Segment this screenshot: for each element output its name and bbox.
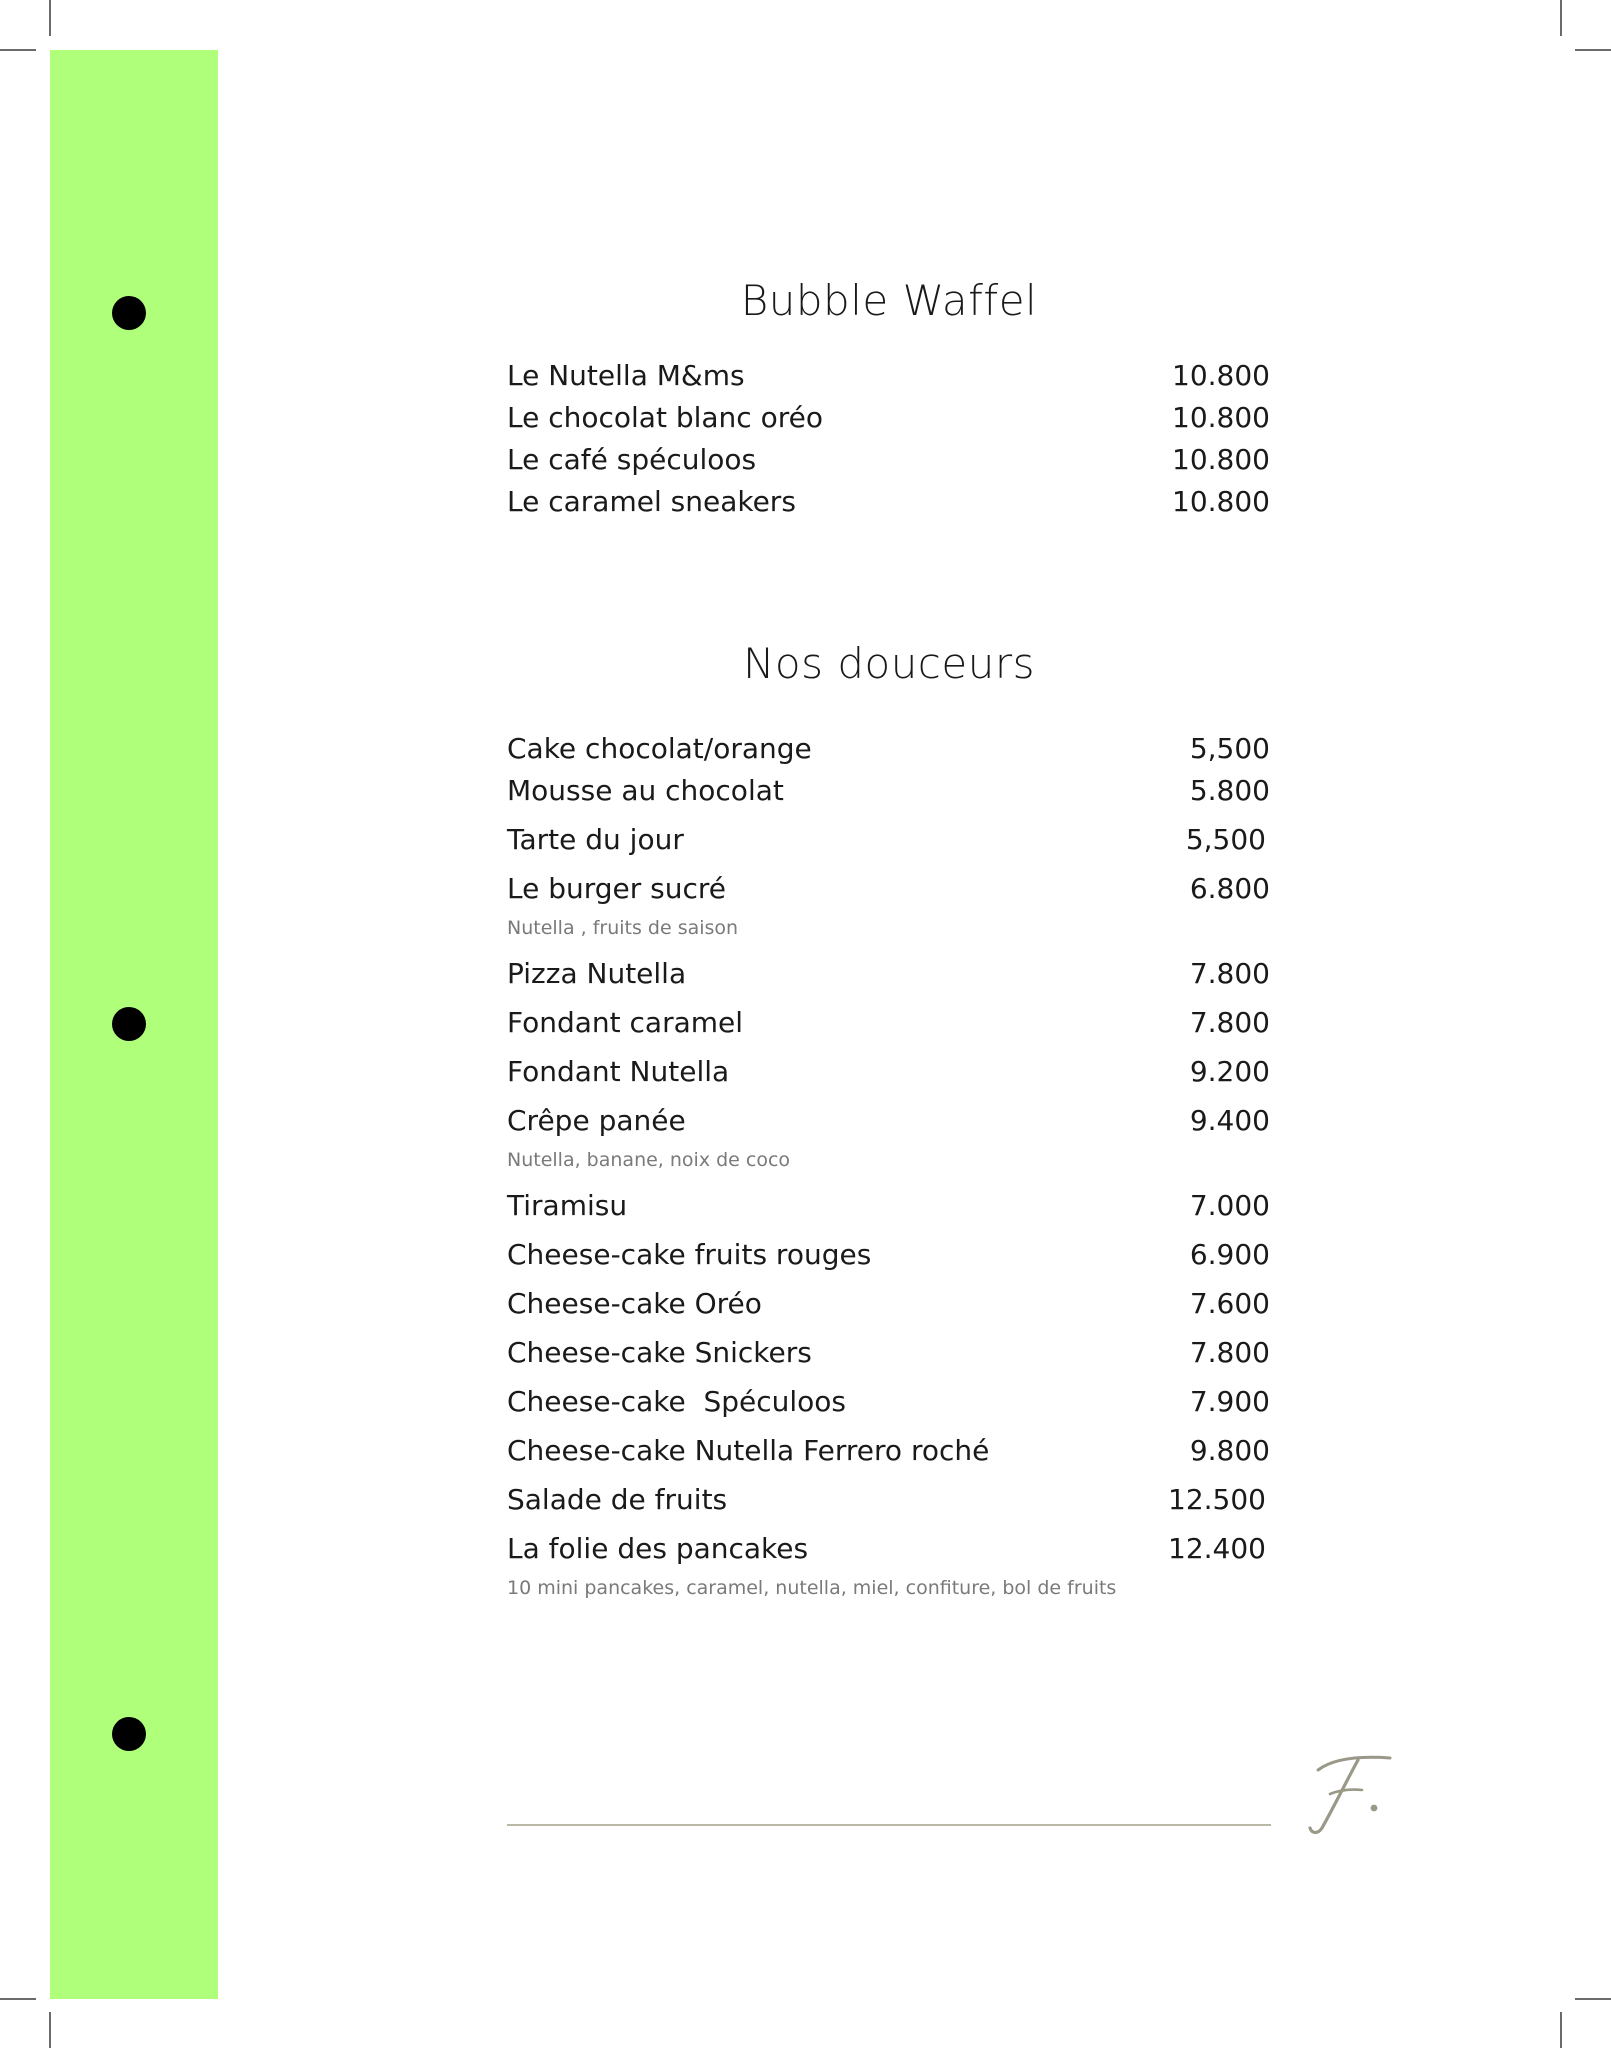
crop-mark (1575, 49, 1611, 51)
item-price: 12.400 (1168, 1532, 1266, 1565)
menu-item (507, 871, 1270, 907)
item-price: 7.600 (1189, 1287, 1270, 1320)
menu-item (507, 484, 1270, 520)
item-description: 10 mini pancakes, caramel, nutella, miel, confiture, bol de fruits (507, 1577, 1117, 1599)
item-name: Fondant Nutella (507, 1055, 730, 1088)
item-price: 9.400 (1189, 1104, 1270, 1137)
item-name: Mousse au chocolat (507, 774, 784, 807)
item-name: Cheese-cake Nutella Ferrero roché (507, 1434, 990, 1467)
script-f-monogram-icon (1300, 1748, 1400, 1838)
menu-item (507, 358, 1270, 394)
item-price: 6.800 (1189, 872, 1270, 905)
item-price: 5,500 (1185, 823, 1266, 856)
menu-item (507, 1433, 1270, 1469)
item-name: Le caramel sneakers (507, 485, 796, 518)
menu-item (507, 400, 1270, 436)
binder-hole (112, 296, 146, 330)
item-price: 7.800 (1189, 1336, 1270, 1369)
item-price: 7.900 (1189, 1385, 1270, 1418)
menu-item (507, 442, 1270, 478)
crop-mark (1575, 1998, 1611, 2000)
item-name: Tiramisu (507, 1189, 628, 1222)
menu-item (507, 1103, 1270, 1139)
item-name: Crêpe panée (507, 1104, 686, 1137)
item-name: Le Nutella M&ms (507, 359, 745, 392)
item-price: 10.800 (1172, 485, 1270, 518)
menu-item (507, 1188, 1270, 1224)
section-title-nos-douceurs: Nos douceurs (742, 639, 1036, 688)
crop-mark (0, 49, 36, 51)
item-price: 6.900 (1189, 1238, 1270, 1271)
menu-item (507, 1286, 1270, 1322)
menu-item (507, 1531, 1270, 1567)
menu-item (507, 1054, 1270, 1090)
item-name: Le chocolat blanc oréo (507, 401, 823, 434)
item-price: 10.800 (1172, 359, 1270, 392)
item-name: La folie des pancakes (507, 1532, 809, 1565)
item-name: Cheese-cake Oréo (507, 1287, 762, 1320)
item-name: Tarte du jour (507, 823, 684, 856)
footer-rule (507, 1824, 1271, 1826)
binder-hole (112, 1717, 146, 1751)
item-name: Le burger sucré (507, 872, 727, 905)
item-price: 7.800 (1189, 957, 1270, 990)
menu-item (507, 1335, 1270, 1371)
item-price: 9.200 (1189, 1055, 1270, 1088)
item-name: Fondant caramel (507, 1006, 744, 1039)
menu-item (507, 731, 1270, 767)
crop-mark (0, 1998, 36, 2000)
section-title-bubble-waffel: Bubble Waffel (740, 276, 1038, 325)
menu-item (507, 1384, 1270, 1420)
item-price: 10.800 (1172, 443, 1270, 476)
item-name: Cheese-cake Spéculoos (507, 1385, 847, 1418)
item-price: 12.500 (1168, 1483, 1266, 1516)
item-price: 10.800 (1172, 401, 1270, 434)
item-name: Le café spéculoos (507, 443, 757, 476)
crop-mark (1560, 0, 1562, 36)
item-name: Pizza Nutella (507, 957, 687, 990)
menu-item (507, 773, 1270, 809)
menu-item (507, 1237, 1270, 1273)
menu-item (507, 1005, 1270, 1041)
crop-mark (1560, 2012, 1562, 2048)
item-price: 9.800 (1189, 1434, 1270, 1467)
item-name: Cheese-cake fruits rouges (507, 1238, 872, 1271)
item-name: Cheese-cake Snickers (507, 1336, 812, 1369)
item-price: 5.800 (1189, 774, 1270, 807)
item-price: 7.000 (1189, 1189, 1270, 1222)
crop-mark (49, 2012, 51, 2048)
crop-mark (49, 0, 51, 36)
item-price: 7.800 (1189, 1006, 1270, 1039)
menu-item (507, 956, 1270, 992)
menu-item (507, 1482, 1270, 1518)
item-price: 5,500 (1189, 732, 1270, 765)
menu-item (507, 822, 1270, 858)
item-description: Nutella , fruits de saison (507, 917, 739, 939)
item-name: Salade de fruits (507, 1483, 728, 1516)
binder-hole (112, 1007, 146, 1041)
item-description: Nutella, banane, noix de coco (507, 1149, 791, 1171)
item-name: Cake chocolat/orange (507, 732, 812, 765)
